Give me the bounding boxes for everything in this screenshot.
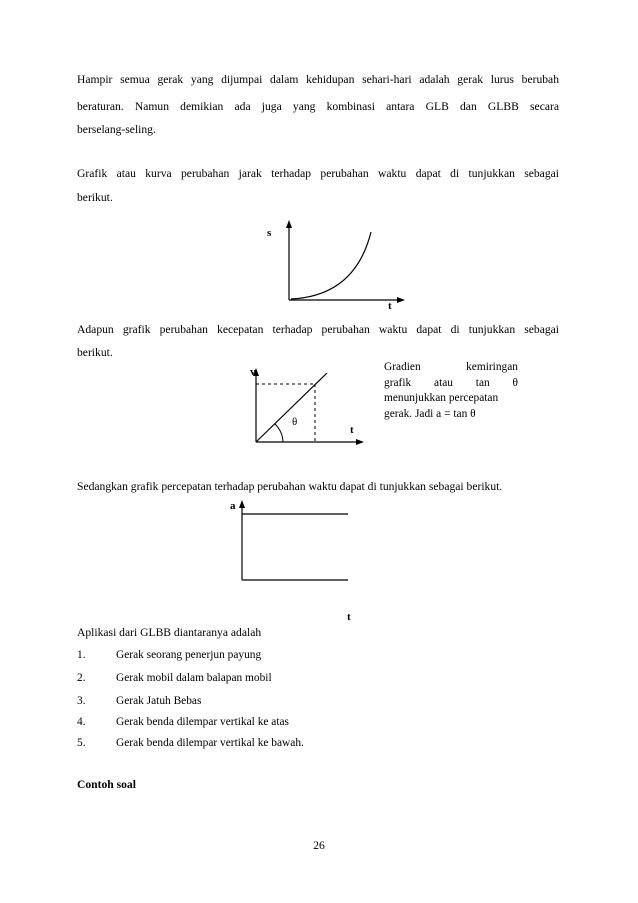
gradient-note-line-3: menunjukkan percepatan (384, 392, 499, 405)
graph-st-intro-line-1: Grafik atau kurva perubahan jarak terhadap perubahan waktu dapat di tunjukkan sebagai (77, 167, 559, 180)
graph-st-y-label: s (267, 227, 272, 239)
gradient-note-line-1: Gradien kemiringan (384, 361, 518, 373)
list-item-text: Gerak seorang penerjun payung (116, 649, 262, 661)
list-item-text: Gerak Jatuh Bebas (116, 695, 202, 707)
graph-at-intro: Sedangkan grafik percepatan terhadap perubahan waktu dapat di tunjukkan sebagai berikut. (77, 480, 503, 493)
list-item-text: Gerak benda dilempar vertikal ke atas (116, 716, 289, 728)
gradient-note-line-2: grafik atau tan θ (384, 376, 518, 389)
graph-vt-intro-line-2: berikut. (77, 346, 113, 359)
graph-st-x-label: t (388, 300, 392, 312)
gradient-note-line-4: gerak. Jadi a = tan θ (384, 407, 476, 420)
graph-st-intro-line-2: berikut. (77, 191, 113, 204)
list-item-text: Gerak benda dilempar vertikal ke bawah. (116, 737, 304, 749)
list-item-text: Gerak mobil dalam balapan mobil (116, 672, 272, 684)
intro-line-1: Hampir semua gerak yang dijumpai dalam kehidupan sehari-hari adalah gerak lurus berubah (77, 73, 559, 86)
applications-heading: Aplikasi dari GLBB diantaranya adalah (77, 626, 262, 639)
graph-vt-angle-label: θ (292, 416, 298, 428)
graph-at-y-arrow (239, 500, 245, 508)
intro-line-2: beraturan. Namun demikian ada juga yang kombinasi antara GLB dan GLBB secara (77, 100, 559, 113)
list-item-number: 4. (77, 716, 86, 728)
graph-at-y-label: a (230, 500, 236, 512)
list-item-number: 5. (77, 737, 86, 749)
intro-line-3: berselang-seling. (77, 123, 156, 136)
list-item-number: 2. (77, 672, 86, 684)
section-heading-contoh-soal: Contoh soal (77, 778, 136, 791)
list-item-number: 1. (77, 649, 86, 661)
list-item-number: 3. (77, 695, 86, 707)
page-number: 26 (313, 839, 325, 852)
graph-at-x-label: t (347, 611, 351, 623)
graph-vt-y-label: v (250, 366, 256, 378)
graph-vt-intro-line-1: Adapun grafik perubahan kecepatan terhadap perubahan waktu dapat di tunjukkan sebagai (77, 323, 559, 336)
graph-vt-x-label: t (350, 424, 354, 436)
